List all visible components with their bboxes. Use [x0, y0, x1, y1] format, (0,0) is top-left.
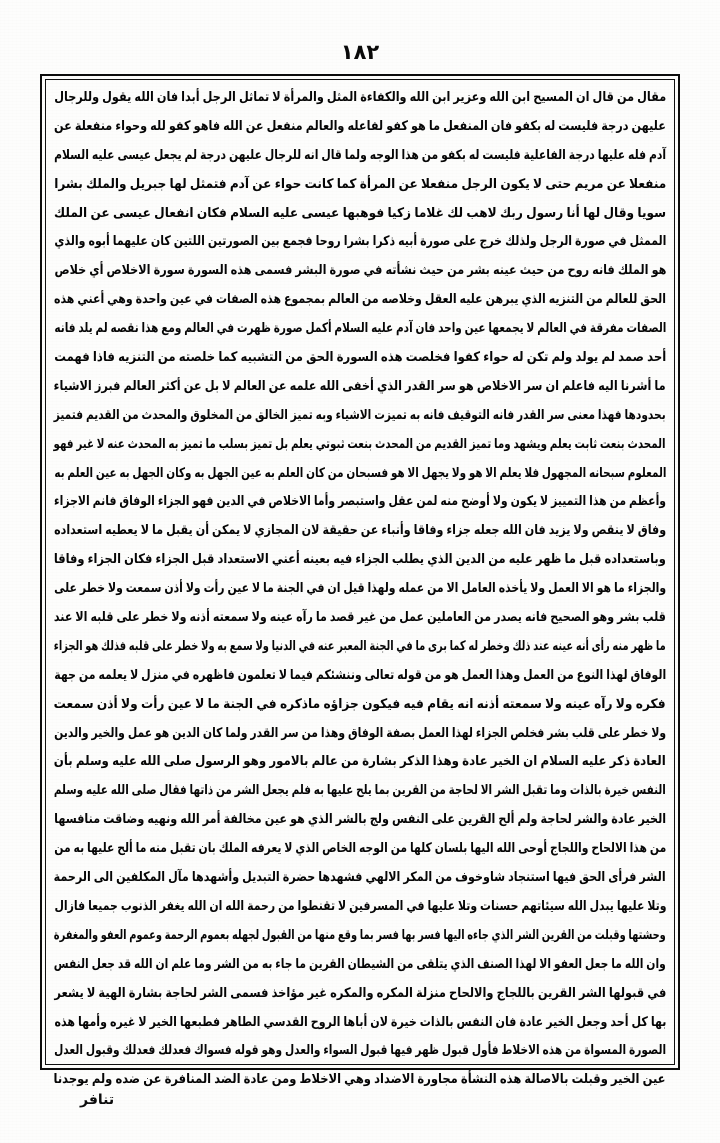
body-line: الصورة المسواة من هذه الاخلاط فأول قبول ظهر فيها قبول السواء والعدل وهو قوله فسواك فعدلك فعدلك وقبول العدل [54, 1043, 666, 1059]
body-line: المعلوم سبحانه المجهول فلا يعلم الا هو ولا يجهل الا هو فسبحان من كان العلم به عين الجهل به وكان الجهل به عين العلم به [54, 465, 666, 481]
body-line: ولا خطر على قلب بشر فخلص الجزاء لهذا العمل بصفة الوفاق وهذا من سر القدر ولما كان الدين هو عمل والخير والدين [53, 725, 666, 741]
page-border-frame [40, 74, 680, 1088]
body-line: من هذا الالحاح واللجاج أوحى الله اليها بلسان كلها من الوجه الخاص الذي لا يعرفه الملك بان تقبل منه ما ألح عليها به من [54, 841, 666, 857]
body-line: بها كل أحد وجعل الخير عادة فان النفس بالذات خيرة لان أباها الروح القدسي الطاهر فطبعها الخير لا غيره وأمها هذه [54, 1014, 666, 1030]
body-line: عين الخير وقبلت بالاصالة هذه النشأة مجاورة الاضداد وهي الاخلاط ومن عادة الضد المنافرة عن ضده ولم يوجدنا [54, 1072, 666, 1088]
body-line: آدم فله عليها درجة الفاعلية فليست له بكفو من هذا الوجه ولما قال انه للرجال عليهن درجة لم يجعل عيسى عليه السلام [53, 147, 666, 163]
body-line: ما ظهر منه رأى أنه عينه عند ذلك وخطر له كما برى ما في الجنة المعبر عنه في الدنيا ولا سمع به ولا خطر على قلبه فذلك هو الجزاء [54, 638, 666, 654]
body-line: مقال من قال ان المسيح ابن الله وعزير ابن الله والكفاءة المثل والمرأة لا تماثل الرجل أبدا فان الله يقول وللرجال [54, 90, 666, 105]
body-line: وأعظم من هذا التمييز لا يكون ولا أوضح منه لمن عقل واستبصر وأما الاخلاص في الدين فهو الجزاء الوفاق فانم الاجزاء [54, 494, 666, 510]
body-line: وحشتها وقبلت من القرين الشر الذي جاءه اليها فسر بها فسر بما وقع منها من القبول لجهله بعموم الرحمة وعموم العفو والمغفرة [54, 927, 666, 943]
body-line: العادة ذكر عليه السلام ان الخير عادة وهذا الذكر بشارة من عالم بالامور وهو الرسول صلى الله عليه وسلم بأن [54, 754, 666, 770]
body-line: الصفات مفرقة في العالم لا يجمعها عين واحد فان آدم عليه السلام أكمل صورة ظهرت في العالم ومع هذا نقصه لم يلد فانه [54, 321, 666, 337]
body-line: عليهن درجة فليست له بكفو فان المنفعل ما هو كفو لفاعله والعالم منفعل عن الله فاهو كفو لله وحواء منفعلة عن [53, 118, 666, 134]
body-line: وتلا عليها يبدل الله سيئاتهم حسنات وتلا عليها في المسرفين لا تقنطوا من رحمة الله ان الله يغفر الذنوب جميعا فازال [53, 898, 666, 914]
body-line: فكره ولا رآه عينه ولا سمعته أذنه انه يقام فيه فيكون جزاؤه ماذكره في الجنة ما لا عين رأت ولا أذن سمعت [54, 696, 666, 712]
body-line: أحد صمد لم يولد ولم تكن له حواء كفوا فخلصت هذه السورة الحق من التشبيه كما خلصته من التنزيه فاذا فهمت [53, 350, 666, 366]
body-line: في قبولها الشر القرين باللجاج والالحاح منزلة المكره والمكره غير مؤاخذ فسمى الشر لحاجة بشارة الهية لا يشعر [54, 985, 666, 1001]
body-line: الممثل في صورة الرجل ولذلك خرج على صورة أبيه ذكرا بشرا روحا فجمع بين الصورتين اللتين كان عليهما أبوه والذي [53, 234, 666, 250]
body-line: النفس خيرة بالذات وما تقبل الشر الا لحاجة من القرين بما يلح عليها به فلم يجعل الشر من ذاتها فقال صلى الله عليه وسلم [54, 783, 666, 799]
body-line: الشر فرأى الحق فيها استنجاد شاوخوف من المكر الالهي فشهدها حضرة التبديل وأشهدها مآل المكلفين الى الرحمة [54, 870, 666, 886]
catchword: تنافر [80, 1092, 115, 1108]
body-line: الحق للعالم من التنزيه الذي يبرهن عليه العقل وخلاصه من العالم بمجموع هذه الصفات في عين واحدة وهي أعني هذه [54, 292, 666, 308]
page-number: ١٨٢ [340, 40, 380, 64]
body-line: وفاق لا ينقص ولا يزيد فان الله جعله جزاء وفاقا وأنباء عن حقيقة لان المجازي لا يمكن أن يقبل ما لا يعطيه استعداده [53, 523, 666, 539]
body-line: منفعلا عن مريم حتى لا يكون الرجل منفعلا عن المرأة كما كانت حواء عن آدم فتمثل لها جبريل والملك بشرا [53, 176, 666, 192]
body-text-block [53, 84, 666, 1088]
body-line: وباستعداده قبل ما ظهر عليه من الدين الذي يطلب الجزاء فيه بعينه أعني الاستعداد قبل الجزاء فكان الجزاء وفاقا [54, 552, 666, 568]
page-border-inner [45, 79, 675, 1088]
body-line: المحدث بنعت ثابت يعلم ويشهد وما تميز القديم من المحدث بنعت ثبوتي يعلم بل تميز بسلب ما تميز به المحدث عنه لا غير فهو [54, 436, 666, 452]
body-line: وان الله ما جعل العفو الا لهذا الصنف الذي يتلقى من الشيطان القرين ما جاء به من الشر وما علم ان الله قد جعل النفس [54, 956, 666, 972]
body-line: سويا وقال لها أنا رسول ربك لاهب لك غلاما زكيا فوهبها عيسى عليه السلام فكان انفعال عيسى عن الملك [53, 205, 666, 221]
body-line: قلب بشر وهو الصحيح فانه يصدر من العاملين عمل من غير قصد ما رآه عينه ولا سمعته أذنه ولا خطر على قلبه الا عند [54, 610, 666, 626]
body-line: هو الملك فانه روح من حيث عينه بشر من حيث نشأته في صورة البشر فسمى هذه السورة سورة الاخلاص أي خلاص [54, 263, 666, 279]
body-line: بحدودها فهذا معنى سر القدر فانه التوقيف فانه به تميزت الاشياء وبه تميز الخالق من المخلوق والمحدث من القديم فتميز [54, 407, 666, 423]
body-line: والجزاء ما هو الا العمل ولا يأخذه العامل الا من عمله ولهذا قيل ان في الجنة ما لا عين رأت ولا أذن سمعت ولا خطر على [54, 581, 666, 597]
body-line: الخير عادة والشر لحاجة ولم ألح القرين على النفس ولج بالشر الذي هو عين مخالفة أمر الله ونهيه وضاقت منافسها [53, 812, 666, 828]
body-line: الوفاق لهذا النوع من العمل وهذا العمل هو من قوله تعالى وننشئكم فيما لا تعلمون فاظهره في منزل لا يعلمه من جهة [54, 667, 666, 683]
body-line: ما أشرنا اليه فاعلم ان سر الاخلاص هو سر القدر الذي أخفى الله علمه عن العالم لا بل عن أكثر العالم فبرز الاشياء [53, 378, 666, 394]
